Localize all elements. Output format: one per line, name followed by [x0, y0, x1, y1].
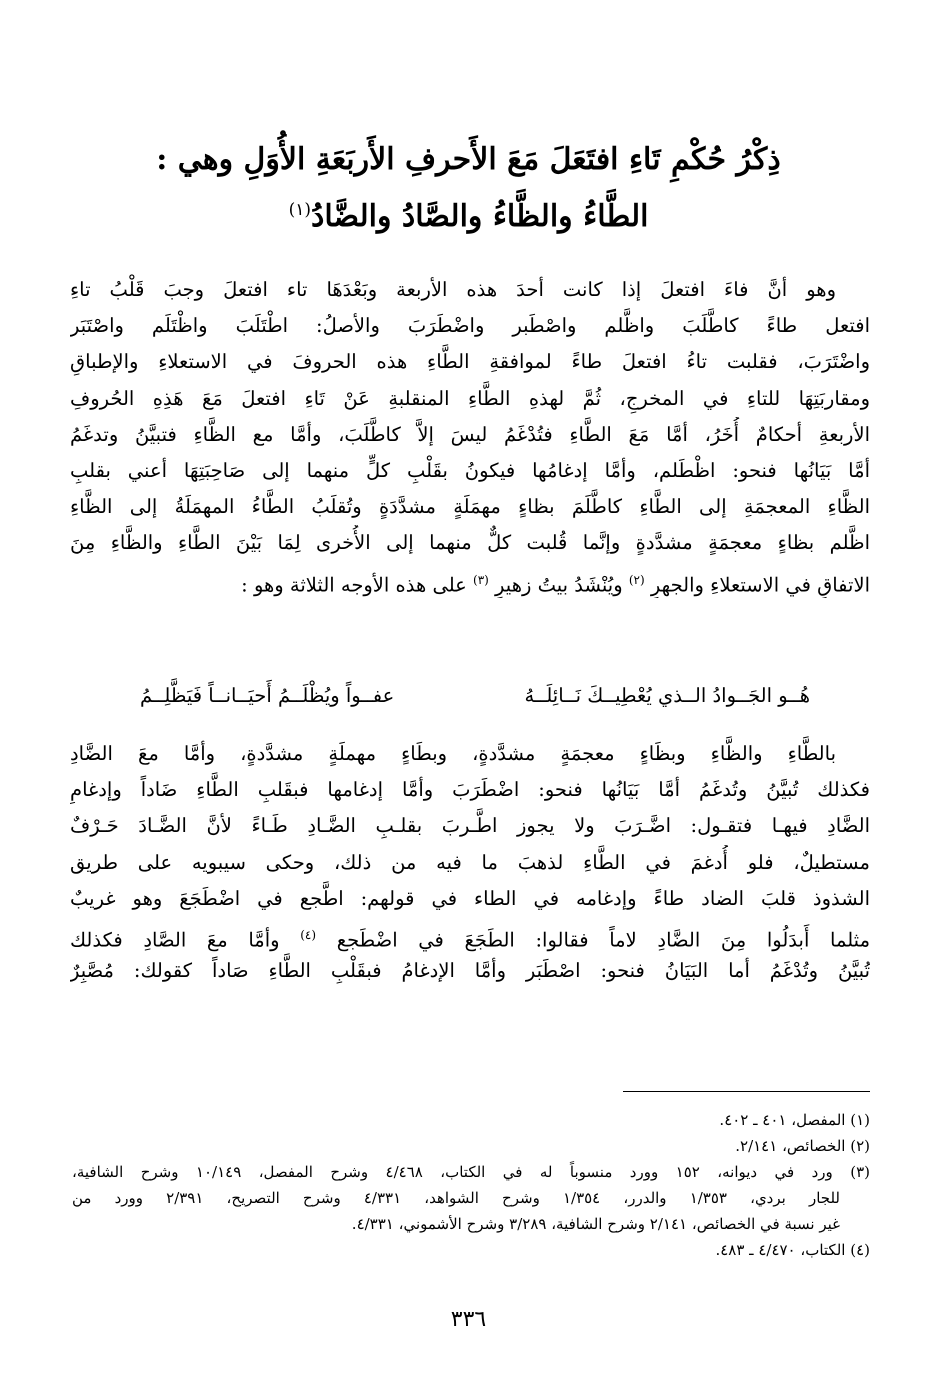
text-line: وهو أنَّ فاءَ افتعلَ إذا كانت أحدَ هذه الأربعة وبَعْدَهَا تاء افتعلَ وجبَ قَلْبُ تاءِ: [70, 278, 836, 301]
paragraph-2: [70, 736, 870, 989]
text-line: الأربعةِ أحكامٌ أُخَرُ، أمَّا مَعَ الطَّاءِ فتُدْغَمُ ليسَ إلاَّ كاطَّلَبَ، وأمَّا مع الظَّاءِ فتبيَّنُ وتدغَمُ: [70, 422, 870, 446]
verse-second-hemistich: عفــواً ويُظْلَــمُ أَحيَــانــاً فَيَظَّلِــمُ: [140, 684, 395, 707]
heading-text-2: الطَّاءُ والظَّاءُ والصَّادُ والضَّادُ: [310, 199, 649, 234]
footnote-ref-2: (٢): [628, 572, 645, 587]
footnote-3: (٣) ورد في ديوانه، ١٥٢ وورد منسوباً له في الكتاب، ٤/٤٦٨ وشرح المفصل، ١٠/١٤٩ وشرح الشافية،: [72, 1163, 871, 1181]
chapter-heading-line-2: [80, 186, 857, 241]
footnote-ref-4: (٤): [300, 927, 317, 942]
text-line: تُبيَّنُ وتُدْغَمُ أما البَيَانُ فنحو: اصْطَبَر وأمَّا الإدغامُ فبقَلْبِ الطَّاءِ صَاداً كقولك: مُصَّبِرٌ: [70, 959, 870, 983]
heading-footnote-ref: (١): [288, 200, 311, 220]
chapter-heading-line-1: [80, 136, 857, 184]
line-segment: الاتفاقِ في الاستعلاءِ والجهرِ: [650, 573, 870, 596]
text-line: الشذوذ قلبَ الضاد طاءً وإدغامه في الطاء في قولهم: اطَّجع في اضْطَجَعَ وهو غريبٌ: [70, 886, 870, 910]
text-line: [70, 917, 870, 953]
text-line: مستطيلٌ، فلو أُدغمَ في الطَّاءِ لذهبَ ما فيه من ذلك، وحكى سيبويه على طريق: [70, 850, 870, 874]
line-segment: على هذه الأوجه الثلاثة وهو :: [241, 573, 467, 596]
verse-first-hemistich: هُــو الجَــوادُ الــذي يُعْطِيــكَ نَــائِلَــهُ: [524, 684, 810, 707]
text-line: [70, 562, 870, 598]
text-line: افتعل طاءً كاطَّلَبَ واظَّلم واصْطَبر واضْطَرَبَ والأصلُ: اطْتَلَبَ واظْتَلَم واصْتَبَر: [70, 314, 870, 338]
paragraph-1: [70, 272, 870, 598]
footnote-1: (١) المفصل، ٤٠١ ـ ٤٠٢.: [719, 1111, 870, 1129]
line-segment: وأمَّا معَ الصَّادِ فكذلك: [70, 928, 280, 952]
line-segment: مثلما أَبدَلُوا مِنَ الضَّادِ لاماً فقالوا: الطَجَعَ في اضْطَجع: [336, 928, 870, 952]
footnotes: [72, 1107, 870, 1263]
footnote-3-continued: للجار بردي، ١/٣٥٣ والدرر، ١/٣٥٤ وشرح الشواهد، ٤/٣٣١ وشرح التصريح، ٢/٣٩١ وورد من: [72, 1189, 840, 1207]
footnote-separator: [623, 1091, 870, 1092]
text-line: ومقاربَتِهَا للتاءِ في المخرجِ، ثُمَّ لهذهِ الطَّاءِ المنقلبةِ عَنْ تَاءِ افتعلَ مَعَ هَذِهِ الحُروفِ: [70, 386, 870, 410]
text-line: واضْتَرَبَ، فقلبت تاءُ افتعلَ طاءً لموافقةِ الطَّاءِ هذه الحروفَ في الاستعلاءِ والإطباقِ: [70, 350, 870, 374]
footnote-2: (٢) الخصائص، ٢/١٤١.: [735, 1137, 870, 1155]
poetry-verse: [140, 676, 810, 716]
footnote-3-continued: غير نسبة في الخصائص، ٢/١٤١ وشرح الشافية، ٣/٢٨٩ وشرح الأشموني، ٤/٣٣١.: [351, 1215, 840, 1233]
text-line: الظَّاءِ المعجمَةِ إلى الطَّاءِ كاطَّلَمَ بظاءٍ مهمَلَةٍ مشدَّدَةٍ وتُقلَبُ الطَّاءُ المهمَلَةُ إلى الظَّاءِ: [70, 495, 870, 519]
footnote-ref-3: (٣): [473, 572, 489, 587]
text-line: فكذلك تُبيَّنُ وتُدغَمُ أمَّا بَيَانُها فنحو: اضْطَرَبَ وأمَّا إدغامها فبقَلبِ الطَّاءِ ضَاداً وإدغامِ: [70, 778, 870, 802]
heading-text-1: ذِكْرُ حُكْمِ تَاءِ افتَعَلَ مَعَ الأَحرفِ الأَربَعَةِ الأُوَلِ وهي :: [156, 142, 781, 177]
text-line: بالطَّاءِ والظَّاءِ وبظَاءٍ معجمَةٍ مشدَّدةٍ، وبطَاءٍ مهملَةٍ مشدَّدةٍ، وأمَّا معَ الضَّادِ: [70, 742, 836, 765]
text-line: الضَّادِ فيهـا فتقـول: اضَّـرَبَ ولا يجوز اطَّـربَ بقلـبِ الضَّـادِ طَـاءً لأنَّ الضَّـادَ حَـرْفٌ: [70, 814, 870, 838]
line-segment: ويُنْشَدُ بيتُ زهيرٍ: [495, 573, 623, 596]
text-line: اظَّلم بظاءٍ معجمَةٍ مشدَّدةٍ وإنَّما قُلبت كلٌّ منهما إلى الأُخرى لِمَا بَيْنَ الطَّاءِ والظَّاءِ مِنَ: [70, 531, 870, 555]
page-number: ٣٣٦: [450, 1307, 487, 1332]
footnote-4: (٤) الكتاب، ٤/٤٧٠ ـ ٤٨٣.: [715, 1241, 870, 1259]
text-line: أمَّا بَيَانُها فنحو: اظْطَلم، وأمَّا إدغامُها فيكونُ بقَلْبِ كلٍّ منهما إلى صَاحِبَتِهَا أعني بقلبِ: [70, 458, 870, 482]
